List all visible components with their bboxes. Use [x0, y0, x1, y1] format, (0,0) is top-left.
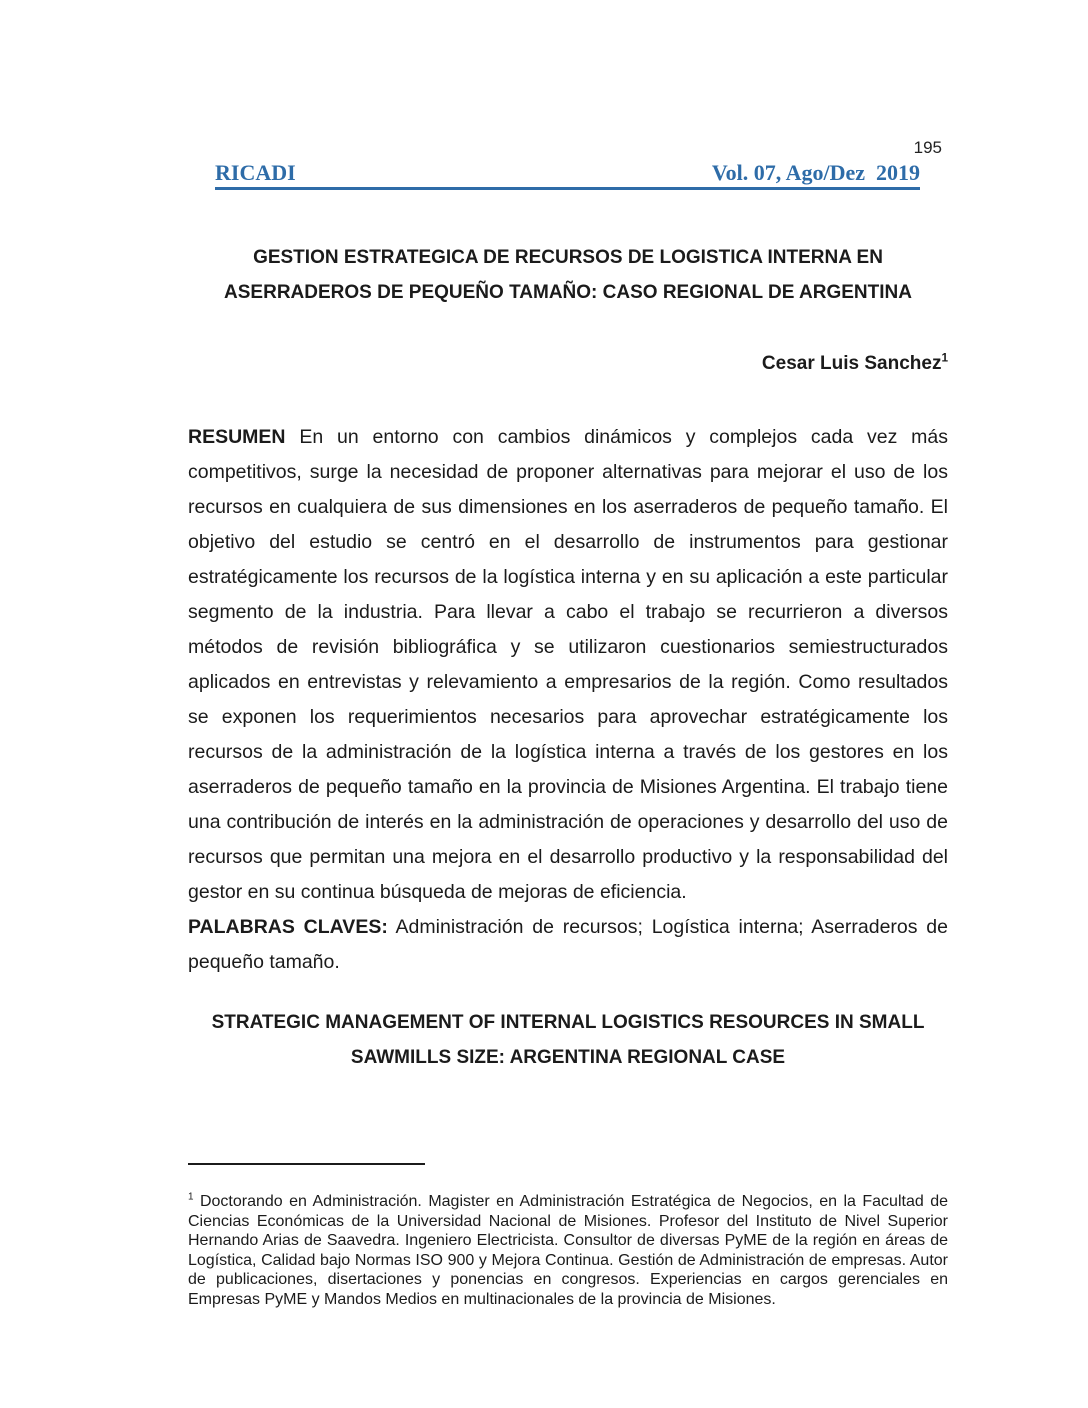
abstract-text: En un entorno con cambios dinámicos y complejos cada vez más competitivos, surge la necesidad de proponer alternativas para mejorar el uso de los recursos en cualquiera de sus dimensiones en los aserraderos de pequeño tamaño. El objetivo del estudio se centró en el desarrollo de instrumentos para gestionar estratégicamente los recursos de la logística interna y en su aplicación a este particular segmento de la industria. Para llevar a cabo el trabajo se recurrieron a diversos métodos de revisión bibliográfica y se utilizaron cuestionarios semiestructurados aplicados en entrevistas y relevamiento a empresarios de la región. Como resultados se exponen los requerimientos necesarios para aprovechar estratégicamente los recursos de la administración de la logística interna a través de los gestores en los aserraderos de pequeño tamaño en la provincia de Misiones Argentina. El trabajo tiene una contribución de interés en la administración de operaciones y desarrollo del uso de recursos que permitan una mejora en el desarrollo productivo y la responsabilidad del gestor en su continua búsqueda de mejoras de eficiencia.: [188, 426, 948, 903]
author-footnote-ref: 1: [941, 351, 948, 365]
paper-title-line-1: GESTION ESTRATEGICA DE RECURSOS DE LOGISTICA INTERNA EN: [253, 247, 883, 268]
journal-volume: Vol. 07, Ago/Dez 2019: [711, 160, 920, 185]
paper-title-line-2: ASERRADEROS DE PEQUEÑO TAMAÑO: CASO REGIONAL DE ARGENTINA: [224, 282, 912, 303]
paper-title: [188, 240, 948, 310]
journal-header: [215, 160, 920, 190]
footnote-text: Doctorando en Administración. Magister en Administración Estratégica de Negocios, en la Facultad de Ciencias Económicas de la Universidad Nacional de Misiones. Profesor del Instituto de Nivel Superior Hernando Arias de Saavedra. Ingeniero Electricista. Consultor de diversas PyME de la región en áreas de Logística, Calidad bajo Normas ISO 900 y Mejora Continua. Gestión de Administración de empresas. Autor de publicaciones, disertaciones y ponencias en congresos. Experiencias en cargos gerenciales en Empresas PyME y Mandos Medios en multinacionales de la provincia de Misiones.: [188, 1193, 948, 1308]
footnote: [188, 1192, 948, 1309]
paper-content: [188, 240, 948, 1075]
author-name: Cesar Luis Sanchez: [761, 353, 942, 374]
english-title-line-1: STRATEGIC MANAGEMENT OF INTERNAL LOGISTICS RESOURCES IN SMALL: [211, 1012, 925, 1033]
keywords-paragraph: [188, 910, 948, 980]
keywords-text: Administración de recursos; Logística interna; Aserraderos de pequeño tamaño.: [188, 916, 948, 973]
footnote-area: [188, 1163, 948, 1309]
abstract-label: RESUMEN: [188, 426, 286, 448]
english-title-line-2: SAWMILLS SIZE: ARGENTINA REGIONAL CASE: [350, 1047, 786, 1068]
footnote-separator: [188, 1163, 425, 1165]
footnote-ref: 1: [188, 1191, 194, 1203]
abstract-paragraph: [188, 420, 948, 910]
page-number: 195: [913, 138, 942, 157]
journal-name: RICADI: [215, 160, 296, 185]
english-title: [188, 1005, 948, 1075]
keywords-label: PALABRAS CLAVES:: [188, 916, 388, 938]
author-line: [188, 346, 948, 381]
